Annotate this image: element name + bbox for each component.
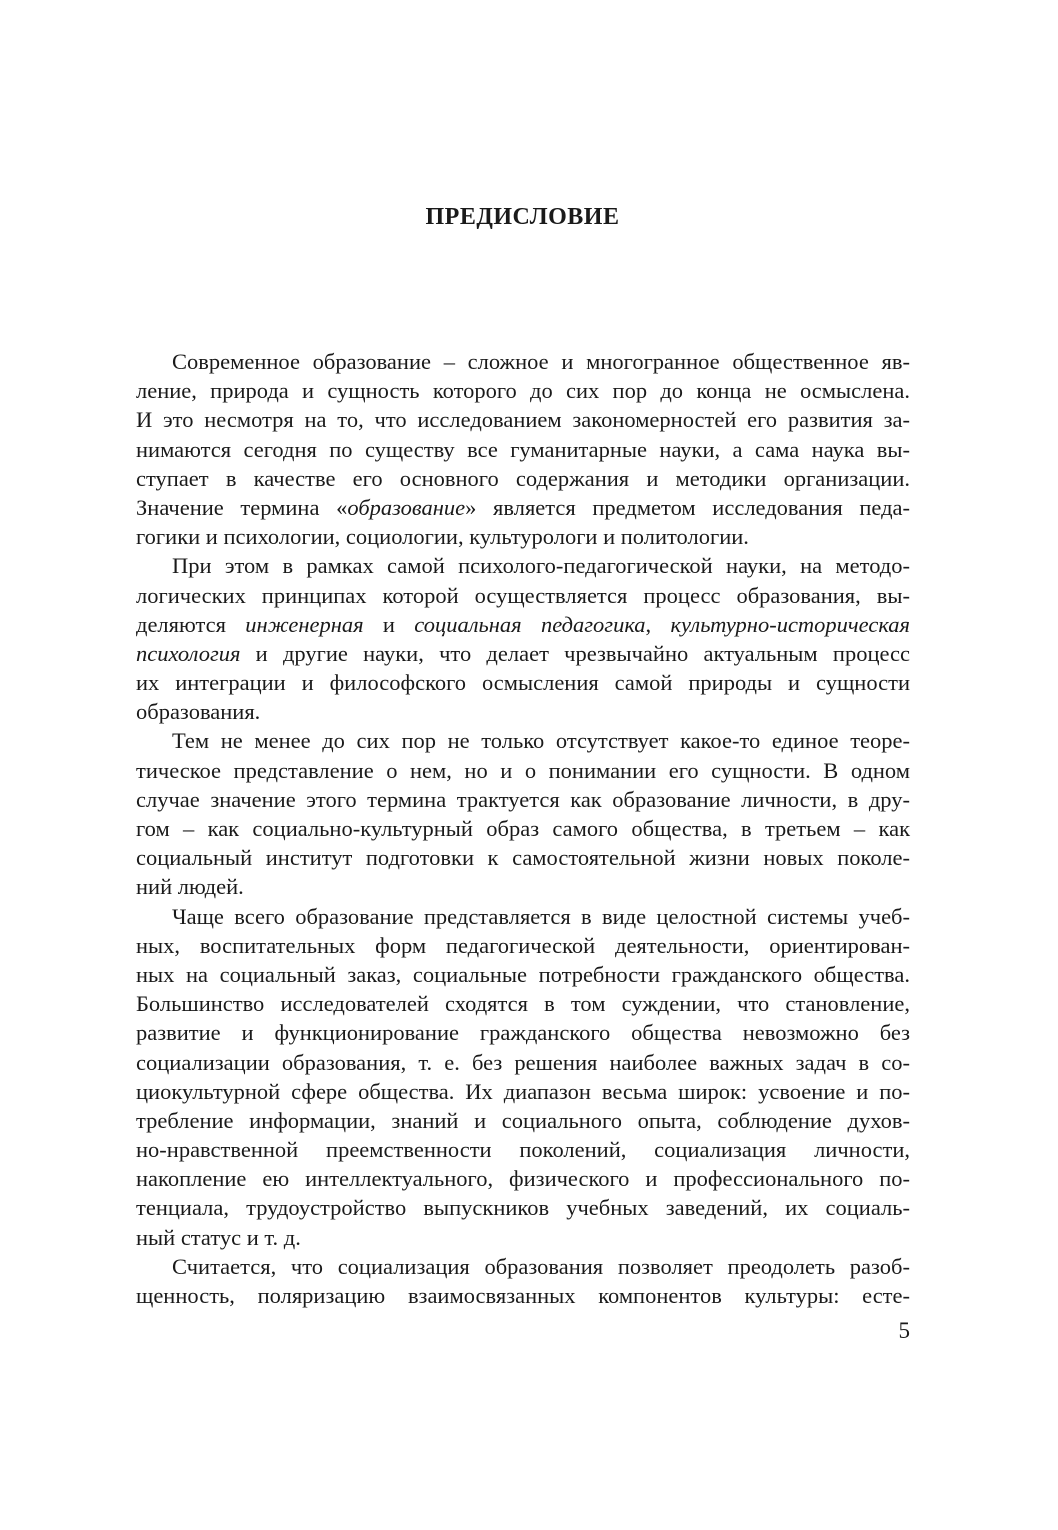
italic-term: социальная педагогика [414, 611, 646, 637]
text-line [136, 1281, 910, 1310]
text-run: логических принципах которой осуществляется процесс образования, вы- [136, 582, 910, 608]
page-title: ПРЕДИСЛОВИЕ [425, 204, 620, 230]
text-run: Большинство исследователей сходятся в том суждении, что становление, [136, 991, 910, 1017]
text-run: гом – как социально-культурный образ самого общества, в третьем – как [136, 816, 910, 841]
text-run: » является предметом исследования педа- [465, 494, 910, 520]
text-run: развитие и функционирование гражданского общества невозможно без [136, 1020, 910, 1046]
text-line [136, 1018, 910, 1047]
text-line [136, 581, 910, 610]
paragraph [136, 726, 910, 901]
italic-term: психология [136, 640, 241, 666]
text-run: но-нравственной преемственности поколений, социализация личности, [136, 1137, 910, 1163]
text-line [136, 843, 910, 872]
text-line [136, 1223, 910, 1252]
text-line [136, 756, 910, 785]
text-run: социализации образования, т. е. без решения наиболее важных задач в со- [136, 1049, 910, 1075]
text-run: случае значение этого термина трактуется как образование личности, в дру- [136, 786, 910, 812]
text-run: их интеграции и философского осмысления самой природы и сущности [136, 670, 910, 696]
text-line [136, 639, 910, 668]
text-line [136, 1106, 910, 1135]
text-run: образования. [136, 699, 261, 725]
text-line [136, 610, 910, 639]
italic-term: образование [347, 494, 466, 520]
text-line [136, 464, 910, 493]
text-run: ных, воспитательных форм педагогической деятельности, ориентирован- [136, 932, 910, 958]
text-line [136, 347, 910, 376]
text-run: тическое представление о нем, но и о понимании его сущности. В одном [136, 757, 910, 783]
text-run: нимаются сегодня по существу все гуманитарные науки, а сама наука вы- [136, 436, 910, 462]
text-run: тенциала, трудоустройство выпускников учебных заведений, их социаль- [136, 1195, 910, 1221]
text-line [136, 1077, 910, 1106]
text-line [136, 1164, 910, 1193]
text-line [136, 931, 910, 960]
paragraph [136, 1252, 910, 1310]
text-run: ление, природа и сущность которого до сих пор до конца не осмыслена. [136, 378, 910, 404]
text-line [136, 989, 910, 1018]
text-line [136, 697, 910, 726]
text-line [136, 1252, 910, 1281]
text-run: ных на социальный заказ, социальные потребности гражданского общества. [136, 961, 910, 987]
text-run: Тем не менее до сих пор не только отсутствует какое-то единое теоре- [172, 728, 910, 754]
text-line [136, 1193, 910, 1222]
italic-term: инженерная [245, 611, 364, 637]
text-line [136, 872, 910, 901]
text-run: И это несмотря на то, что исследованием закономерностей его развития за- [136, 407, 910, 433]
text-run: щенность, поляризацию взаимосвязанных компонентов культуры: есте- [136, 1283, 910, 1308]
text-line [136, 726, 910, 755]
text-run: и другие науки, что делает чрезвычайно актуальным процесс [240, 640, 910, 666]
text-run: и [363, 611, 415, 637]
text-run: Считается, что социализация образования позволяет преодолеть разоб- [172, 1253, 910, 1279]
text-run: Чаще всего образование представляется в виде целостной системы учеб- [172, 903, 910, 929]
text-run: деляются [136, 611, 246, 637]
italic-term: культурно-историческая [670, 611, 911, 637]
body-text [136, 347, 910, 1310]
text-run: ный статус и т. д. [136, 1224, 301, 1250]
text-run: гогики и психологии, социологии, культурологи и политологии. [136, 524, 749, 550]
text-line [136, 814, 910, 843]
text-line [136, 668, 910, 697]
text-line [136, 551, 910, 580]
text-run: ступает в качестве его основного содержания и методики организации. [136, 465, 910, 491]
paragraph [136, 551, 910, 726]
text-line [136, 376, 910, 405]
text-run: Значение термина « [136, 494, 348, 520]
text-run: циокультурной сфере общества. Их диапазон весьма широк: усвоение и по- [136, 1078, 910, 1104]
text-line [136, 493, 910, 522]
text-run: Современное образование – сложное и многогранное общественное яв- [172, 349, 910, 374]
text-run: требление информации, знаний и социального опыта, соблюдение духов- [136, 1107, 910, 1133]
page-number: 5 [898, 1318, 910, 1343]
paragraph [136, 347, 910, 551]
text-line [136, 902, 910, 931]
text-line [136, 522, 910, 551]
text-run: ний людей. [136, 874, 244, 900]
text-run: , [645, 611, 671, 637]
text-run: При этом в рамках самой психолого-педагогической науки, на методо- [172, 553, 910, 579]
text-line [136, 405, 910, 434]
text-line [136, 960, 910, 989]
text-line [136, 1048, 910, 1077]
text-line [136, 435, 910, 464]
text-line [136, 1135, 910, 1164]
text-line [136, 785, 910, 814]
paragraph [136, 902, 910, 1252]
text-run: социальный институт подготовки к самостоятельной жизни новых поколе- [136, 845, 910, 871]
text-run: накопление ею интеллектуального, физического и профессионального по- [136, 1166, 910, 1192]
